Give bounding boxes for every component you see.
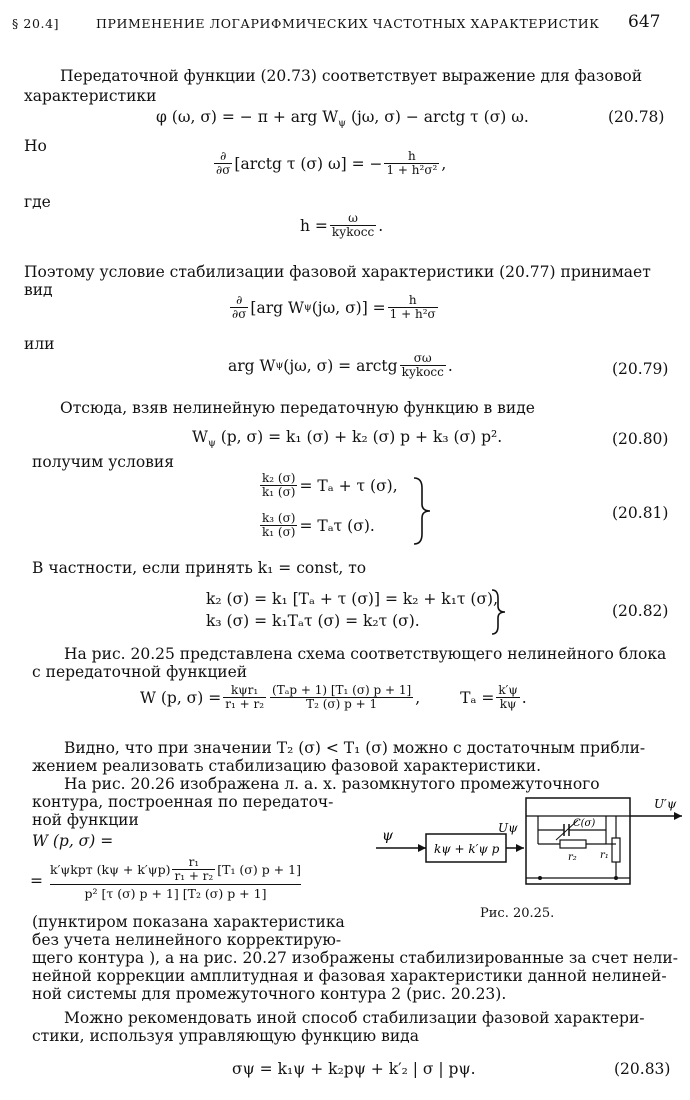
equation-w-lhs: W (p, σ) = xyxy=(32,832,114,850)
paragraph-line: вид xyxy=(24,281,53,299)
equation-20-80: $W_\psi$ (p, σ) = k₁ (σ) + k₂ (σ) p + k₃ (σ) p². xyxy=(192,428,503,450)
paragraph-line: без учета нелинейного корректирую- xyxy=(32,931,342,949)
paragraph-line: Поэтому условие стабилизации фазовой характеристики (20.77) принимает xyxy=(24,263,651,281)
paragraph-line: щего контура ), а на рис. 20.27 изображены стабилизированные за счет нели- xyxy=(32,949,678,967)
equation-20-81-a: $\frac{\text{k₂ (σ)}}{\text{k₁ (σ)}}$ = Tₐ + τ (σ), xyxy=(262,471,398,499)
equation-20-83: σψ = k₁ψ + k₂pψ + k′₂ | σ | pψ. xyxy=(232,1060,476,1078)
arrow-icon xyxy=(516,844,524,852)
equation-20-78: φ (ω, σ) = − π + arg $W_\psi$ (jω, σ) − arctg τ (σ) ω. xyxy=(156,108,529,130)
equation-number: (20.81) xyxy=(612,504,669,522)
arrow-icon xyxy=(418,844,426,852)
capacitor-label: C(σ) xyxy=(573,818,596,829)
paragraph-line: ной функции xyxy=(32,811,139,829)
paragraph-line: получим условия xyxy=(32,453,175,471)
equation-derivative-arg: $\frac{\partial}{\partial\sigma}$ [arg W ψ (jω, σ)] = $\frac{h}{\text{1 + h²σ}}$ xyxy=(232,293,436,321)
word-gde: где xyxy=(24,193,51,211)
running-title: ПРИМЕНЕНИЕ ЛОГАРИФМИЧЕСКИХ ЧАСТОТНЫХ ХАРАКТЕРИСТИК xyxy=(96,16,600,31)
paragraph-line: Отсюда, взяв нелинейную передаточную функцию в виде xyxy=(60,399,535,417)
paragraph-line: (пунктиром показана характеристика xyxy=(32,913,345,931)
paragraph-line: нейной коррекции амплитудная и фазовая характеристики данной нелиней- xyxy=(32,967,667,985)
block-label: kψ + k′ψ p xyxy=(434,842,500,856)
equation-w-fraction: k′ψkрт (kψ + k′ψp) $\frac{\text{r₁}}{\text{r₁ + r₂}}$ [T₁ (σ) p + 1] p² [τ (σ) p + 1] [T₂ (σ) p + 1] xyxy=(50,855,301,901)
equation-number: (20.82) xyxy=(612,602,669,620)
paragraph-line: контура, построенная по передаточ- xyxy=(32,793,334,811)
paragraph-line: Можно рекомендовать иной способ стабилизации фазовой характери- xyxy=(64,1009,645,1027)
equation-number: (20.80) xyxy=(612,430,669,448)
r2-label: r₂ xyxy=(568,852,577,863)
paragraph-line: ной системы для промежуточного контура 2 (рис. 20.23). xyxy=(32,985,507,1003)
equation-w-p-sigma: W (p, σ) = $\frac{\text{kψr₁}}{\text{r₁ + r₂}}$ $\frac{\text{(Tₐp + 1) [T₁ (σ) p + 1]}}{\text{T₂ (σ) p + 1}}$ , Tₐ = $\frac{k'\psi}{k\psi}$ . xyxy=(140,683,527,711)
arrow-icon xyxy=(674,812,682,820)
r1-label: r₁ xyxy=(600,850,609,861)
equation-20-81-b: $\frac{\text{k₃ (σ)}}{\text{k₁ (σ)}}$ = Tₐτ (σ). xyxy=(262,511,375,539)
equals-sign: = xyxy=(30,872,43,890)
word-no: Но xyxy=(24,137,47,155)
paragraph-line: жением реализовать стабилизацию фазовой характеристики. xyxy=(32,757,542,775)
mid-label: Uψ xyxy=(498,821,518,835)
equation-derivative-arctg: $\frac{\partial}{\partial\sigma}$ [arctg τ (σ) ω] = − $\frac{h}{\text{1 + h²σ²}}$ , xyxy=(216,149,447,177)
resistor-r2 xyxy=(560,840,586,848)
word-ili: или xyxy=(24,335,55,353)
network-box xyxy=(526,798,630,884)
paragraph-line: В частности, если принять k₁ = const, то xyxy=(32,559,367,577)
page-number: 647 xyxy=(628,12,661,32)
paragraph-line: На рис. 20.26 изображена л. а. х. разомкнутого промежуточного xyxy=(64,775,600,793)
figure-20-25-circuit xyxy=(368,788,688,900)
section-ref: § 20.4] xyxy=(12,16,60,31)
paragraph-line: характеристики xyxy=(24,87,157,105)
resistor-r1 xyxy=(612,838,620,862)
equation-number: (20.79) xyxy=(612,360,669,378)
equation-20-79: arg W ψ (jω, σ) = arctg $\frac{\sigma\omega}{\text{kуkосc}}$ . xyxy=(228,351,453,379)
paragraph-line: Видно, что при значении T₂ (σ) < T₁ (σ) можно с достаточным прибли- xyxy=(64,739,646,757)
paragraph-line: Передаточной функции (20.73) соответствует выражение для фазовой xyxy=(60,67,643,85)
equation-number: (20.78) xyxy=(608,108,665,126)
right-brace xyxy=(410,476,434,546)
paragraph-line: с передаточной функцией xyxy=(32,663,248,681)
paragraph-line: стики, используя управляющую функцию вида xyxy=(32,1027,419,1045)
right-brace xyxy=(488,588,510,636)
input-label: ψ xyxy=(382,828,393,844)
equation-h: h = $\frac{\omega}{\text{kуkосc}}$ . xyxy=(300,211,384,239)
equation-20-82-b: k₃ (σ) = k₁Tₐτ (σ) = k₂τ (σ). xyxy=(206,612,420,630)
paragraph-line: На рис. 20.25 представлена схема соответствующего нелинейного блока xyxy=(64,645,667,663)
equation-20-82-a: k₂ (σ) = k₁ [Tₐ + τ (σ)] = k₂ + k₁τ (σ), xyxy=(206,590,499,608)
output-label: U′ψ xyxy=(654,797,677,811)
equation-number: (20.83) xyxy=(614,1060,671,1078)
figure-caption: Рис. 20.25. xyxy=(480,906,555,921)
